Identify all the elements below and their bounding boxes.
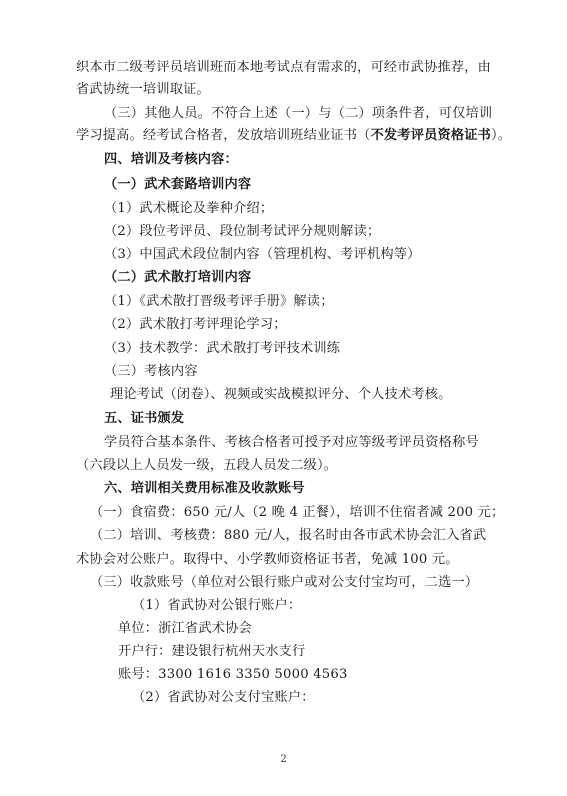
- section-heading-5: 五、证书颁发: [104, 411, 185, 426]
- paragraph-line-1: 织本市二级考评员培训班而本地考试点有需求的，可经市武协推荐，由: [76, 60, 492, 75]
- paragraph-line-4: [76, 128, 511, 144]
- bank-account-unit: 单位：浙江省武术协会: [118, 621, 252, 636]
- bank-account-branch: 开户行：建设银行杭州天水支行: [118, 644, 306, 659]
- subsection-heading-sanda: （二）武术散打培训内容: [104, 270, 252, 285]
- subsection-heading-taolu: （一）武术套路培训内容: [104, 177, 252, 192]
- list-item-sanda-1: （1）《武术散打晋级考评手册》解读；: [104, 294, 334, 309]
- certificate-line-2: （六段以上人员发一级，五段人员发二级）。: [76, 458, 338, 473]
- list-item-sanda-2: （2）武术散打考评理论学习；: [104, 317, 287, 332]
- fee-training-line-1: （二）培训、考核费：880 元/人，报名时由各市武术协会汇入省武: [90, 528, 487, 543]
- fee-accommodation: （一）食宿费：650 元/人（2 晚 4 正餐），培训不住宿者减 200 元；: [90, 505, 505, 520]
- certificate-line-1: 学员符合基本条件、考核合格者可授予对应等级考评员资格称号: [104, 435, 479, 450]
- payment-account-heading: （三）收款账号（单位对公银行账户或对公支付宝均可，二选一）: [90, 575, 479, 590]
- paragraph-line-4-text: 学习提高。经考试合格者，发放培训班结业证书（: [76, 128, 371, 143]
- section-heading-4: 四、培训及考核内容：: [104, 152, 238, 167]
- bank-account-number: 账号：3300 1616 3350 5000 4563: [118, 667, 348, 682]
- paragraph-line-3: （三）其他人员。不符合上述（一）与（二）项条件者，可仅培训: [104, 106, 493, 121]
- section-heading-6: 六、培训相关费用标准及收款账号: [104, 481, 305, 496]
- exam-content: 理论考试（闭卷）、视频或实战模拟评分、个人技术考核。: [110, 387, 452, 402]
- no-certificate-note: 不发考评员资格证书: [370, 128, 492, 143]
- bank-account-heading: （1）省武协对公银行账户：: [132, 598, 302, 613]
- paragraph-line-4-tail: ）。: [491, 128, 512, 143]
- subsection-heading-exam: （三）考核内容: [104, 364, 198, 379]
- list-item-sanda-3: （3）技术教学：武术散打考评技术训练: [104, 341, 341, 356]
- alipay-account-heading: （2）省武协对公支付宝账户：: [132, 690, 315, 705]
- fee-training-line-2: 术协会对公账户。取得中、小学教师资格证书者，免减 100 元。: [76, 552, 459, 567]
- list-item-taolu-2: （2）段位考评员、段位制考试评分规则解读；: [104, 224, 381, 239]
- list-item-taolu-1: （1）武术概论及拳种介绍；: [104, 201, 274, 216]
- page-number: 2: [280, 754, 287, 765]
- paragraph-line-2: 省武协统一培训取证。: [76, 82, 210, 97]
- list-item-taolu-3: （3）中国武术段位制内容（管理机构、考评机构等）: [104, 247, 421, 262]
